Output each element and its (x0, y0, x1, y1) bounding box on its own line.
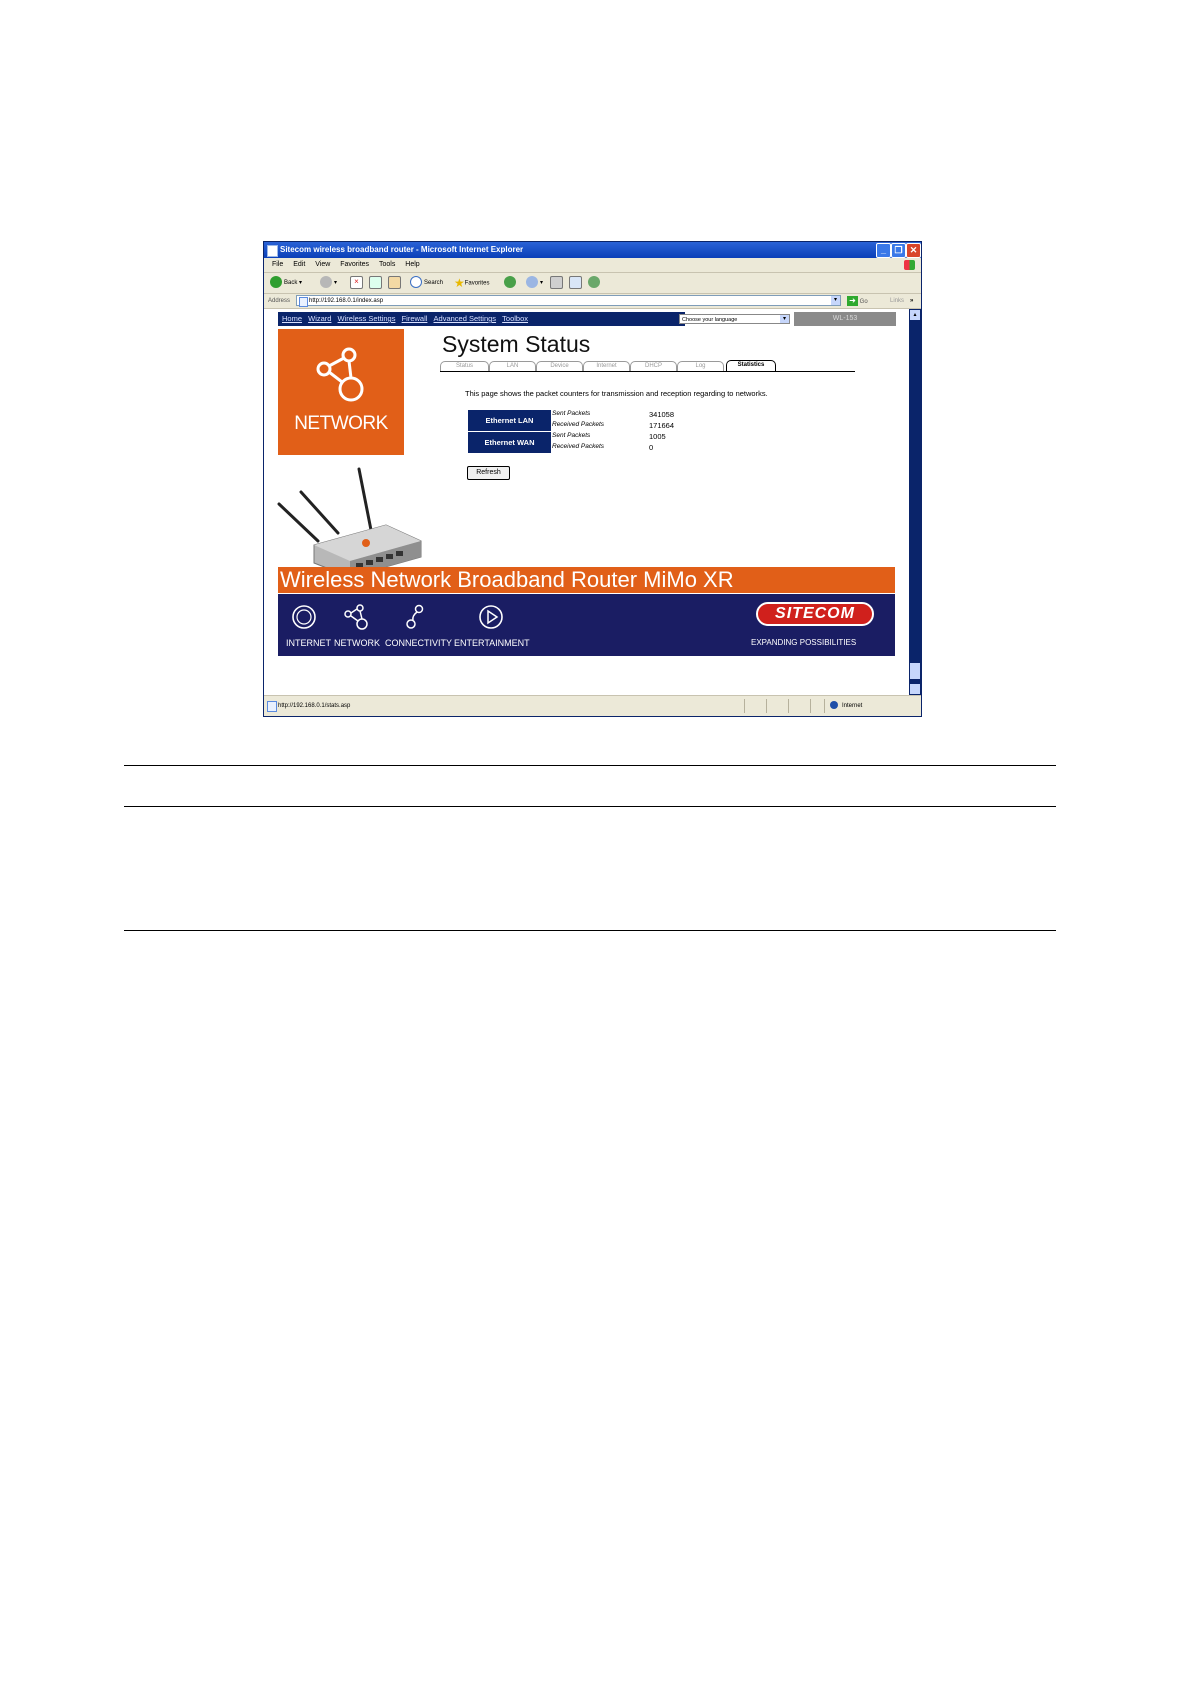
connectivity-icon[interactable] (404, 604, 426, 630)
product-banner: Wireless Network Broadband Router MiMo XR (278, 567, 895, 593)
lan-sent-value: 341058 (649, 410, 675, 419)
print-icon (550, 276, 563, 289)
ethernet-lan-header: Ethernet LAN (468, 410, 551, 431)
internet-icon[interactable] (291, 604, 317, 630)
router-image (276, 467, 436, 577)
menu-bar (264, 258, 921, 273)
nav-wizard[interactable]: Wizard (308, 314, 332, 323)
go-button[interactable]: ➜ Go (847, 295, 868, 307)
globe-icon (830, 701, 838, 709)
address-label: Address (268, 298, 291, 304)
footer-connectivity[interactable]: CONNECTIVITY (385, 638, 453, 648)
search-button[interactable]: Search (410, 276, 443, 290)
page-icon (299, 297, 308, 307)
back-arrow-icon (270, 276, 282, 288)
wan-received-label: Received Packets (552, 443, 605, 450)
messenger-icon (588, 276, 600, 288)
star-icon: ★ (454, 276, 465, 290)
menu-help[interactable]: Help (405, 261, 420, 268)
page-icon (267, 701, 277, 712)
nav-wireless-settings[interactable]: Wireless Settings (337, 314, 396, 323)
refresh-button[interactable]: Refresh (467, 466, 510, 480)
wan-sent-label: Sent Packets (552, 432, 591, 439)
tab-log[interactable]: Log (677, 361, 724, 371)
stop-button[interactable] (350, 276, 363, 290)
footer-entertainment[interactable]: ENTERTAINMENT (454, 638, 530, 648)
status-divider (766, 699, 767, 713)
sitecom-logo: SITECOM (756, 602, 874, 626)
lan-received-value: 171664 (649, 421, 675, 430)
nav-toolbox[interactable]: Toolbox (502, 314, 529, 323)
security-zone: Internet (830, 696, 862, 716)
language-select[interactable]: Choose your language ▾ (679, 314, 790, 324)
stop-icon: × (350, 276, 363, 289)
network-section-tile (278, 329, 404, 455)
play-icon[interactable] (478, 604, 504, 630)
scroll-thumb[interactable] (910, 663, 920, 679)
network-footer-icon[interactable] (343, 604, 369, 630)
links-label[interactable]: Links (890, 298, 905, 304)
messenger-button[interactable] (588, 276, 602, 290)
status-divider (824, 699, 825, 713)
home-button[interactable] (388, 276, 401, 290)
history-button[interactable] (504, 276, 518, 290)
menu-view[interactable]: View (315, 261, 331, 268)
menu-file[interactable]: File (272, 261, 284, 268)
window-title: Sitecom wireless broadband router - Microsoft Internet Explorer (280, 245, 524, 254)
nav-firewall[interactable]: Firewall (401, 314, 428, 323)
tab-device[interactable]: Device (536, 361, 583, 371)
vertical-scrollbar[interactable] (909, 309, 921, 695)
history-icon (504, 276, 516, 288)
address-bar (264, 294, 921, 309)
menu-favorites[interactable]: Favorites (340, 261, 370, 268)
page-title: System Status (442, 331, 591, 357)
refresh-browser-button[interactable] (369, 276, 382, 290)
chevron-down-icon[interactable]: ▾ (780, 315, 789, 323)
search-icon (410, 276, 422, 288)
refresh-icon (369, 276, 382, 289)
status-tabs (440, 361, 855, 372)
model-badge: WL-153 (794, 312, 896, 326)
footer-network[interactable]: NETWORK (334, 638, 380, 648)
favorites-button[interactable]: ★Favorites (454, 276, 490, 290)
chevron-right-icon[interactable]: » (910, 298, 914, 304)
tab-internet[interactable]: Internet (583, 361, 630, 371)
address-url: http://192.168.0.1/index.asp (309, 298, 384, 304)
network-icon (311, 347, 371, 403)
status-url: http://192.168.0.1/stats.asp (278, 703, 351, 709)
windows-logo-icon (904, 260, 915, 270)
tab-dhcp[interactable]: DHCP (630, 361, 677, 371)
ethernet-wan-header: Ethernet WAN (468, 432, 551, 453)
scroll-down-icon[interactable] (910, 684, 920, 694)
status-divider (744, 699, 745, 713)
ie-page-icon (267, 245, 278, 257)
address-dropdown-icon[interactable]: ▾ (831, 296, 840, 305)
close-icon[interactable]: ✕ (906, 243, 921, 258)
browser-window (263, 241, 922, 717)
forward-arrow-icon (320, 276, 332, 288)
nav-advanced-settings[interactable]: Advanced Settings (433, 314, 497, 323)
back-button[interactable]: Back ▾ (270, 276, 302, 290)
minimize-icon[interactable]: _ (876, 243, 891, 258)
scroll-up-icon[interactable]: ▴ (910, 310, 920, 320)
home-icon (388, 276, 401, 289)
divider (124, 765, 1056, 766)
mail-icon (526, 276, 538, 288)
title-bar (264, 242, 921, 258)
divider (124, 806, 1056, 807)
go-arrow-icon: ➜ (847, 296, 858, 306)
tab-lan[interactable]: LAN (489, 361, 536, 371)
lan-received-label: Received Packets (552, 421, 605, 428)
footer-bar (278, 594, 895, 656)
status-divider (810, 699, 811, 713)
intro-text: This page shows the packet counters for transmission and reception regarding to networks. (465, 389, 768, 398)
menu-tools[interactable]: Tools (379, 261, 396, 268)
sidebar-label: NETWORK (294, 413, 388, 434)
edit-icon (569, 276, 582, 289)
page-content (264, 309, 909, 695)
lan-sent-label: Sent Packets (552, 410, 591, 417)
footer-internet[interactable]: INTERNET (286, 638, 331, 648)
tab-statistics[interactable]: Statistics (726, 360, 776, 371)
brand-slogan: EXPANDING POSSIBILITIES (751, 638, 857, 647)
mail-button[interactable]: ▾ (526, 276, 543, 290)
status-divider (788, 699, 789, 713)
forward-button[interactable]: ▾ (320, 276, 337, 290)
divider (124, 930, 1056, 931)
print-button[interactable] (550, 276, 563, 290)
restore-icon[interactable]: ❐ (891, 243, 906, 258)
edit-button[interactable] (569, 276, 582, 290)
menu-edit[interactable]: Edit (293, 261, 306, 268)
tab-status[interactable]: Status (440, 361, 489, 371)
nav-home[interactable]: Home (282, 314, 303, 323)
wan-sent-value: 1005 (649, 432, 666, 441)
router-nav (278, 312, 685, 326)
status-bar (264, 695, 921, 716)
address-input[interactable] (296, 295, 841, 306)
toolbar (264, 273, 921, 294)
wan-received-value: 0 (649, 443, 654, 452)
